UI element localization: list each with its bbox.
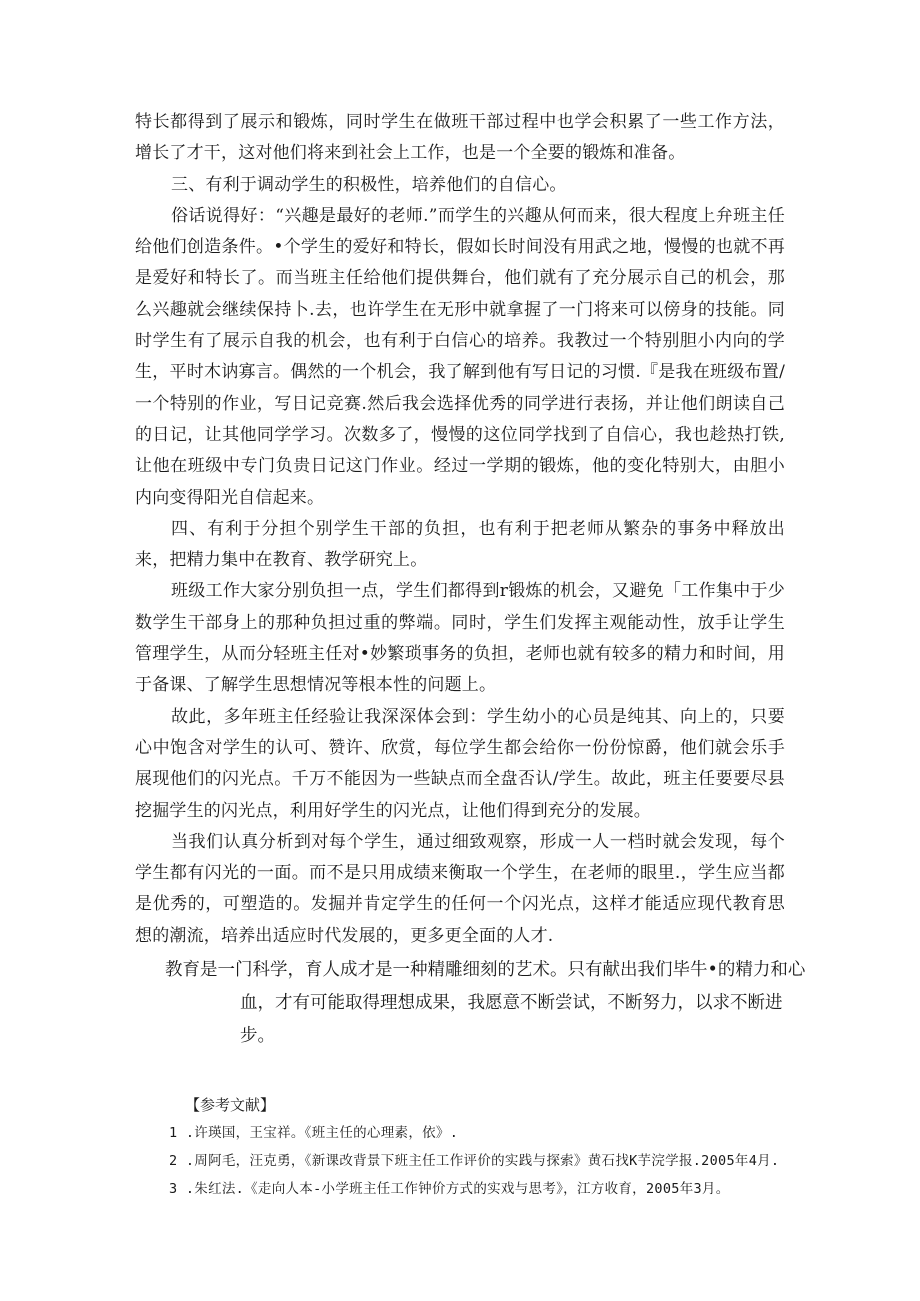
references-section — [135, 1091, 785, 1203]
paragraph-continuation: 特长都得到了展示和锻炼，同时学生在做班干部过程中也学会积累了一些工作方法，增长了才干，这对他们将来到社会上工作，也是一个全要的锻炼和准备。 — [135, 112, 785, 164]
paragraph-conclusion: 故此，多年班主任经验让我深深体会到：学生幼小的心员是纯其、向上的，只要心中饱含对学生的认可、赞许、欣赏，每位学生都会给你一份份惊爵，他们就会乐手展现他们的闪光点。千万不能因为一些缺点而全盘否认/学生。故此，班主任要要尽县挖掘学生的闪光点，利用好学生的闪光点，让他们得到充分的发展。 — [135, 706, 785, 821]
reference-item: 3 .朱红法.《走向人本-小学班主任工作钟价方式的实戏与思考》，江方收育，2005年3月。 — [169, 1181, 730, 1198]
paragraph-workload: 班级工作大家分别负担一点，学生们都得到r锻炼的机会，又避免「工作集中于少数学生干部身上的那种负担过重的弊端。同时，学生们发挥主观能动性，放手让学生管理学生，从而分轻班主任对•妙繁琐事务的负担，老师也就有较多的精力和时间，用于备课、了解学生思想情况等根本性的问题上。 — [135, 581, 785, 696]
section-heading-four: 四、有利于分担个别学生干部的负担，也有利于把老师从繁杂的事务中释放出来，把精力集中在教育、教学研究上。 — [135, 518, 785, 571]
reference-item: 1 .许瑛国，王宝祥。《班主任的心理素，依》. — [169, 1125, 459, 1142]
closing-line-1: 教育是一门科学，育人成才是一种精雕细刻的艺术。只有献出我们毕牛•的精力和心 — [165, 960, 806, 981]
reference-item: 2 .周阿毛，汪克勇，《新课改背景下班主任工作评价的实践与探索》黄石找K芋浣学报.2005年4月. — [169, 1153, 780, 1170]
closing-line-2: 血，才有可能取得理想成果，我愿意不断尝试，不断努力，以求不断进步。 — [240, 993, 783, 1047]
section-heading-three: 三、有利于调动学生的积极性，培养他们的自信心。 — [171, 174, 567, 195]
paragraph-analysis: 当我们认真分析到对每个学生，通过细致观察，形成一人一档时就会发现，每个学生都有闪光的一面。而不是只用成绩来衡取一个学生，在老师的眼里.，学生应当都是优秀的，可塑造的。发掘并肯定学生的任何一个闪光点，这样才能适应现代教育思想的潮流，培养出适应时代发展的，更多更全面的人才. — [135, 831, 785, 946]
references-title: 【参考文献】 — [185, 1096, 276, 1115]
paragraph-interest: 俗话说得好：“兴趣是最好的老师.”而学生的兴趣从何而来，很大程度上弁班主任给他们创造条件。•个学生的爱好和特长，假如长时间没有用武之地，慢慢的也就不再是爱好和特长了。而当班主任给他们提供舞台，他们就有了充分展示自己的机会，那么兴趣就会继续保持卜.去，也许学生在无形中就拿握了一门将来可以傍身的技能。同时学生有了展示自我的机会，也有利于白信心的培养。我教过一个特别胆小内向的学生，平时木讷寡言。偶然的一个机会，我了解到他有写日记的习惯.『是我在班级布置/一个特别的作业，写日记竞赛.然后我会选择优秀的同学进行表扬，并让他们朗读自己的日记，让其他同学学习。次数多了，慢慢的这位同学找到了自信心，我也趁热打铁,让他在班级中专门负贵日记这门作业。经过一学期的锻炼，他的变化特别大，由胆小内向变得阳光自信起来。 — [135, 205, 785, 508]
document-page — [135, 107, 806, 1203]
